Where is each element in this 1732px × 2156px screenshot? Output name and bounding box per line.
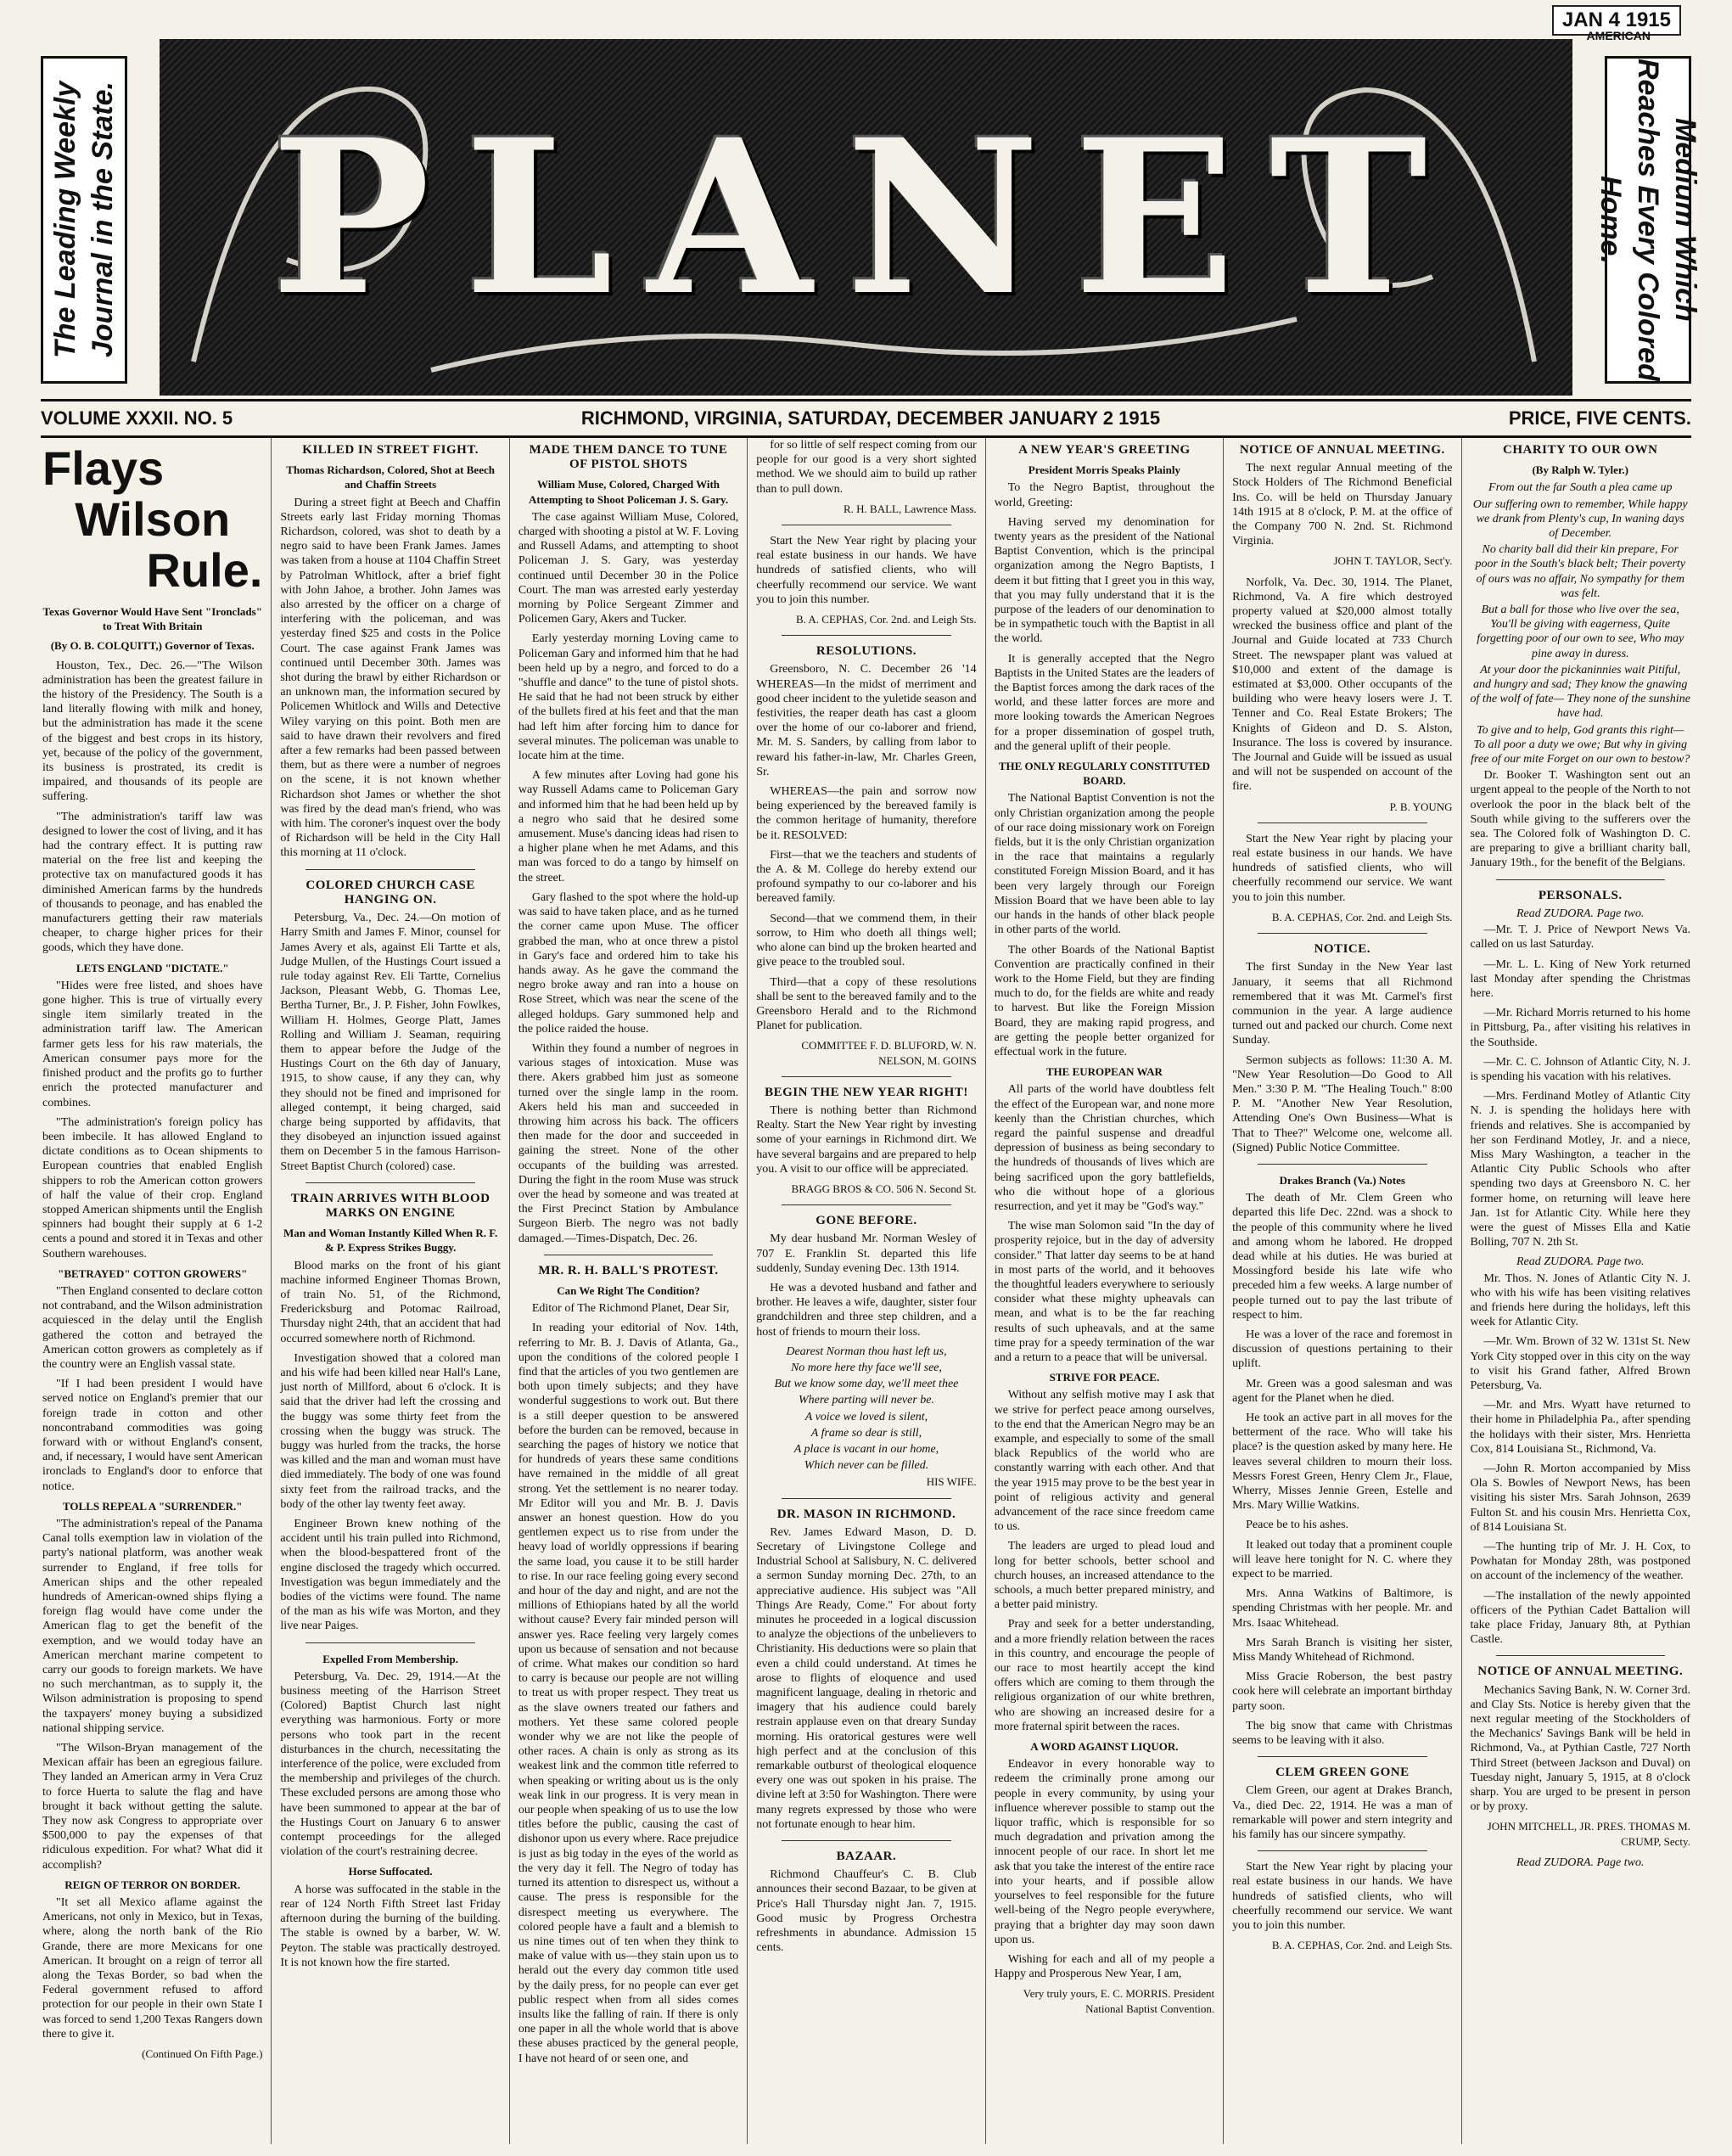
stamp-subtext: AMERICAN <box>1586 29 1651 42</box>
article-heading: MR. R. H. BALL'S PROTEST. <box>538 1263 719 1277</box>
article-heading: TRAIN ARRIVES WITH BLOOD MARKS ON ENGINE <box>290 1191 490 1220</box>
paragraph: Blood marks on the front of his giant machine informed Engineer Thomas Brown, of train No. 51, of the Richmond, Fredericksburg and Potomac Railroad, Thursday night 24th, that an accident that had occurred somewhere north of Richmond. <box>280 1259 501 1345</box>
paragraph: He took an active part in all moves for the betterment of the race. Who will take his place? is the question asked by many here. He leaves several children to mourn their loss. Messrs Forest Green, Henry Clem Jr., Flaue, Wherry, Misses Jennie Green, Estelle and Mrs. Mary Willie Watkins. <box>1232 1411 1453 1513</box>
verse-line: Where parting will never be. <box>798 1394 934 1407</box>
paragraph: Endeavor in every honorable way to redeem the criminally prone among our people in every community, by using your influence wherever possible to stamp out the liquor traffic, which is responsible for so much degradation and privation among the innocent people of our race. In short let me ask that you take the interest of the entire race into your hearts, and if possible allow yourselves to feel responsible for the future well-being of the Negro people everywhere, praying that a brighter day may soon dawn upon us. <box>994 1758 1215 1946</box>
lede: Texas Governor Would Have Sent "Ironclads" to Treat With Britain <box>42 605 262 633</box>
signature: JOHN MITCHELL, JR. PRES. THOMAS M. CRUMP, Secty. <box>1487 1820 1690 1848</box>
right-motto-box <box>1595 56 1701 384</box>
signature: R. H. BALL, Lawrence Mass. <box>844 502 977 515</box>
paragraph: The other Boards of the National Baptist Convention are practically confined in their work to the Home Field, but they are finding much to do, for the fields are white and ready to harvest. But like the Foreign Mission Board, they are making rapid progress, and are getting the people better organized for effectual work in the future. <box>994 943 1215 1058</box>
paragraph: Third—that a copy of these resolutions shall be sent to the bereaved family and to the Greensboro Herald and to the Richmond Planet for publication. <box>756 975 977 1033</box>
article-heading: Horse Suffocated. <box>348 1865 433 1878</box>
paragraph: The National Baptist Convention is not the only Christian organization among the people of our race doing missionary work on Foreign fields, but it is the only Christian organization in the race that maintains a regularly constituted Foreign Mission Board, and it has been very largely through our Foreign Mission Board that we have been able to lay our hands in the hands of other black people in other parts of the world. <box>994 792 1215 937</box>
column-3 <box>510 438 748 2144</box>
advertisement: Start the New Year right by placing your real estate business in our hands. We have hundreds of satisfied clients, who will cheerfully recommend our service. We want you to join this number. <box>756 535 977 606</box>
article-heading: Expelled From Membership. <box>322 1652 458 1665</box>
verse-line: Which never can be filled. <box>804 1459 929 1473</box>
verse-stanza: At your door the pickaninnies wait Pitiful, and hungry and sad; They know the gnawing of the wolf of fate— They none of the sunshine have had. <box>1470 663 1690 721</box>
verse-line: Dearest Norman thou hast left us, <box>786 1345 947 1358</box>
paragraph: for so little of self respect coming from our people for our good is a very short sighted method. We we should aim to build up rather than to pull down. <box>756 439 977 496</box>
paragraph: Gary flashed to the spot where the hold-up was said to have taken place, and as he turned the corner came upon Muse. The officer grabbed the man, who at once threw a pistol in Gary's face and ordered him to take his hands away. As he gave the command the negro broke away and ran into a house on Rose Street, which was near the scene of the alleged holdups. Gary summoned help and the police raided the house. <box>518 890 739 1036</box>
verse-stanza: From out the far South a plea came up <box>1488 481 1673 495</box>
read-notice: Read ZUDORA. Page two. <box>1516 1856 1645 1869</box>
verse-stanza: No charity ball did their kin prepare, For poor in the South's black belt; Their poverty of ours was no affair, No sympathy for them was felt. <box>1475 543 1686 600</box>
left-motto-box <box>41 56 127 384</box>
paragraph: During a street fight at Beech and Chaffin Streets early last Friday morning Thomas Richardson, colored, was shot to death by a negro said to have been Frank James. James was taken from a house at 1104 Chaffin Street by Patrolman Whitlock, after a brief fight with John Jahoe, a brother. John James was also arrested by the officer on a charge of interfering with the policeman, and was yesterday fined $25 and costs in the Police Court. The case against Frank James was continued until December 30th. James was shot during the brawl by either Richardson or an unknown man, the information secured by Policemen Whitlock and Wills and Detective Wiley varying on this point. Both men are said to have drawn their revolvers and fired after a few remarks had been passed between them, but as there were a number of negroes on the scene, it is not known whether Richardson shot James or whether the shot was fired by the dead man's friend, who was with him. The coroner's inquest over the body of Richardson will be held in the City Hall this morning at 11 o'clock. <box>280 496 501 860</box>
subheading: STRIVE FOR PEACE. <box>1049 1371 1160 1384</box>
paragraph: Norfolk, Va. Dec. 30, 1914. The Planet, Richmond, Va. A fire which destroyed property valued at $20,000 almost totally wrecked the business office and plant of the Journal and Guide located at 733 Church Street. The newspaper plant was valued at $10,000 and extent of the damage is estimated at $3,000. Other occupants of the building who were heavy losers were J. T. Tenner and Co. Real Estate Brokers; The Knights of Gideon and D. S. Alston, Insurance. The loss is covered by insurance. The Journal and Guide will be issued as usual and will not be suspended on account of the fire. <box>1232 575 1453 794</box>
paragraph: The case against William Muse, Colored, charged with shooting a pistol at W. F. Loving and Russell Adams, and attempting to shoot Policeman J. S. Gary, was yesterday continued until December 30 in the Police Court. The man was arrested early yesterday morning by Police Sergeant Zimmer and Policemen Gary, Akers and Tucker. <box>518 510 739 626</box>
paragraph: Wishing for each and all of my people a Happy and Prosperous New Year, I am, <box>994 1952 1215 1981</box>
headline-word: Rule. <box>146 543 263 597</box>
paragraph: Miss Gracie Roberson, the best pastry cook here will celebrate an important birthday party soon. <box>1232 1670 1453 1713</box>
personal-item: —The installation of the newly appointed officers of the Pythian Cadet Battalion will take place Friday, January 8th, at Pythian Castle. <box>1470 1589 1690 1647</box>
divider <box>305 1182 474 1183</box>
paragraph: Mr. Green was a good salesman and was agent for the Planet when he died. <box>1232 1377 1453 1405</box>
paragraph: The wise man Solomon said "In the day of prosperity rejoice, but in the day of adversity consider." That latter day seems to be at hand in most parts of the world, and it behooves the thoughtful leaders everywhere to seriously consider what these mighty upheavals can mean, and what is to be the far reaching results of such upheavals, and at the same time pray for a speedy termination of the war and a return to a peace that will be universal. <box>994 1220 1215 1364</box>
personal-item: —Mr. and Mrs. Wyatt have returned to their home in Philadelphia Pa., after spending the holidays with their sister, Mrs. Henrietta Cox, 814 Louisiana St., Richmond, Va. <box>1470 1399 1690 1456</box>
paragraph: Pray and seek for a better understanding, and a more friendly relation between the races in this country, and encourage the people of our race to most heartily accept the kind offers which are coming to them through the religious organization of our white brethren, who are showing an increased desire for a more fraternal spirit between the races. <box>994 1618 1215 1733</box>
article-subheading: Man and Woman Instantly Killed When R. F. & P. Express Strikes Buggy. <box>283 1227 498 1255</box>
date-stamp: JAN 4 1915 <box>1552 5 1681 36</box>
paragraph: First—that we the teachers and students of the A. & M. College do hereby extend our profound sympathy to our co-laborer and his bereaved family. <box>756 848 977 906</box>
divider <box>1496 1655 1665 1656</box>
headline-word: Flays <box>42 441 165 495</box>
paragraph: Petersburg, Va., Dec. 24.—On motion of Harry Smith and James F. Minor, counsel for James Avery et als, against Eli Tartte et als, Judge Mullen, of the Hustings Court issued a rule today against Rev. Eli Tartte, Cornelius Jackson, Pleasant Webb, G. Thomas Lee, Bertha Turner, Br., J. P. Fisher, John Fowlkes, William H. Holmes, George Platt, James Rolling and William J. Seaman, requiring them to appear before the Judge of the Hustings Court on the 6th day of January, 1915, to show cause, if any they can, why they should not be fined and imprisoned for alleged contempt, it being charged, said charge being supported by affidavits, that they disobeyed an injunction issued against them on December 5 in the famous Harrison-Street Baptist Church (colored) case. <box>280 912 501 1173</box>
subheading: "BETRAYED" COTTON GROWERS" <box>58 1266 248 1280</box>
paragraph: All parts of the world have doubtless felt the effect of the European war, and none more keenly than the Christian churches, which regard the painful suspense and dreadful depression of business as being secondary to the hundreds of thousands of lives which are being sacrificed upon the gory battlefields, who die without hope of a glorious resurrection, and yet it may be "God's way." <box>994 1083 1215 1213</box>
paragraph: Within they found a number of negroes in various stages of intoxication. Muse was there. Akers grabbed him just as someone turned over the single lamp in the room. Akers held his man and succeeded in throwing him across his back. The officers then made for the door and succeeded in gaining the street. None of the other occupants of the building was arrested. During the fight in the room Muse was struck over the head by someone and was treated at the First Precinct Station by Ambulance Surgeon Bierb. The negro was not badly damaged.—Times-Dispatch, Dec. 26. <box>518 1042 739 1245</box>
paragraph: "The administration's repeal of the Panama Canal tolls exemption law in violation of the party's national platform, was another weak surrender to England, if free tolls for American ships and the other repealed hundreds of American-owned ships flying a foreign flag would have come under the American flag to get the benefit of the exemption, and we would today have an American merchant marine competent to carry our goods to foreign markets. We have no such merchantman, as to supply it, the Wilson administration is proposing to spend the taxpayers' money buying a subsidized national shipping service. <box>42 1517 263 1735</box>
paragraph: "The administration's foreign policy has been imbecile. It has allowed England to dictate conditions as to Ocean shipments to European countries that enabled English shippers to rob the American cotton growers of half the value of their crop. England stopped American shipments until the English spinners had bought their supply at 6 1-2 cents a pound and stored it in Texas and other Southern warehouses. <box>42 1115 263 1260</box>
paragraph: Peace be to his ashes. <box>1246 1519 1349 1532</box>
verse-line: A voice we loved is silent, <box>804 1410 928 1423</box>
paragraph: A few minutes after Loving had gone his way Russell Adams came to Policeman Gary and informed him that he had been held up by a negro who said that he desired some amusement. Muse's dancing ideas had risen to a higher plane when he met Adams, and this man was forced to do a tango by himself on the street. <box>518 769 739 884</box>
paragraph: Rev. James Edward Mason, D. D. Secretary of Livingstone College and Industrial School at Salisbury, N. C. delivered a sermon Sunday morning Dec. 27th, to an appreciative audience. His subject was "All Things Are Ready, Come." For about forty minutes he proceeded in a logical discussion to analyze the objections of the unbelievers to Christianity. His deductions were so plain that even a child could understand. At times he arose to flights of eloquence and used magnificent language, dealing in rhetoric and imagery that his audience could barely restrain applause even on that dreary Sunday morning. His oratorical gestures were well high perfect and at the conclusion of this remarkable outburst of theological eloquence every one was out spoken in his praise. The divine left at 3:50 for Washington. There were many regrets expressed by those who were not fortunate enough to hear him. <box>756 1525 977 1831</box>
paragraph: Mrs. Anna Watkins of Baltimore, is spending Christmas with her people. Mr. and Mrs. Isaac Whitehead. <box>1232 1587 1453 1630</box>
divider <box>1258 1850 1427 1851</box>
paragraph: "The Wilson-Bryan management of the Mexican affair has been an egregious failure. They landed an American army in Vera Cruz to force Huerta to salute the flag and have brought it back without getting the salute. They now ask Congress to appropriate over $500,000 to pay the expenses of that ridiculous expedition. For what? What did it accomplish? <box>42 1742 263 1872</box>
personal-item: —Mr. C. C. Johnson of Atlantic City, N. J. is spending his vacation with his relatives. <box>1470 1055 1690 1083</box>
advertisement: Start the New Year right by placing your real estate business in our hands. We have hundreds of satisfied clients, who will cheerfully recommend our service. We want you to join this number. <box>1232 832 1453 904</box>
paragraph: He was a devoted husband and father and brother. He leaves a wife, daughter, sister four grandchildren and three step children, and a host of friends to mourn their loss. <box>756 1281 977 1339</box>
volume-number: VOLUME XXXII. NO. 5 <box>41 407 233 429</box>
article-heading: NOTICE OF ANNUAL MEETING. <box>1477 1665 1684 1679</box>
paragraph: My dear husband Mr. Norman Wesley of 707 E. Franklin St. departed this life suddenly, Sunday evening Dec. 13th 1914. <box>756 1232 977 1275</box>
paragraph: Petersburg, Va. Dec. 29, 1914.—At the business meeting of the Harrison Street (Colored) Baptist Church last night everything was harmonious. Forty or more persons who took part in the recent disturbances in the church, necessitating the interference of the police, were excluded from the membership and privileges of the church. These excluded persons are among those who have been summoned to appear at the bar of the Hustings Court on January 6 to answer contempt proceedings for the alleged violation of the court's restraining decree. <box>280 1670 501 1859</box>
verse-line: No more here thy face we'll see, <box>790 1361 943 1374</box>
divider <box>1258 933 1427 934</box>
divider <box>782 635 950 636</box>
column-2 <box>272 438 509 2144</box>
signature: P. B. YOUNG <box>1389 800 1453 813</box>
paragraph: The first Sunday in the New Year last January, it seems that all Richmond remembered that it was Mt. Carmel's first communion in the year. A large audience turned out and packed our church. Come next Sunday. <box>1232 961 1453 1047</box>
article-heading: BAZAAR. <box>836 1850 897 1864</box>
article-heading: GONE BEFORE. <box>816 1214 917 1228</box>
article-heading: PERSONALS. <box>1538 888 1623 902</box>
personal-item: —Mrs. Ferdinand Motley of Atlantic City N. J. is spending the holidays here with friends and relatives. She is accompanied by her son Ferdinand Motley, Jr. and a niece, Miss Mary Washington, a teacher in the Atlantic City Public Schools who after spending two days at Greensboro N. C. her former home, on returning will leave here Jan. 1st for Atlantic City. While here they were the guest of Misses Ella and Katie Bolling, 707 N. 2th St. <box>1470 1090 1690 1249</box>
paragraph: Sermon subjects as follows: 11:30 A. M. "New Year Resolution—Do Good to All Men." 3:30 P. M. "The Healing Touch." 8:00 P. M. "Another New Year Resolution, Attending One's Own Business—What is That to Thee?" Welcome one, welcome all. (Signed) Public Notice Committee. <box>1232 1053 1453 1154</box>
divider <box>1496 879 1665 880</box>
paragraph: Clem Green, our agent at Drakes Branch, Va., died Dec. 22, 1914. He was a man of remarkable will power and stern integrity and his family has our sincere sympathy. <box>1232 1784 1453 1842</box>
article-columns <box>34 438 1699 2144</box>
newspaper-title: PLANET <box>271 93 1461 342</box>
continued-note: (Continued On Fifth Page.) <box>142 2047 263 2061</box>
paragraph: Greensboro, N. C. December 26 '14 WHEREAS—In the midst of merriment and good cheer incident to the yuletide season and festivities, the reaper death has cast a gloom over the home of our co-laborer and friend, Mr. M. S. Sanders, by calling from labor to reward his father-in-law, Mr. Charles Green, Sr. <box>756 663 977 778</box>
verse-stanza: Our suffering own to remember, While happy we drank from Plenty's cup, In waning days of December. <box>1472 497 1688 541</box>
article-subheading: Thomas Richardson, Colored, Shot at Beech and Chaffin Streets <box>286 463 495 491</box>
paragraph: Mrs Sarah Branch is visiting her sister, Miss Mandy Whitehead of Richmond. <box>1232 1636 1453 1665</box>
dateline <box>41 399 1691 438</box>
article-heading: NOTICE OF ANNUAL MEETING. <box>1239 443 1445 457</box>
read-notice: Read ZUDORA. Page two. <box>1516 907 1645 920</box>
paragraph: Mechanics Saving Bank, N. W. Corner 3rd. and Clay Sts. Notice is hereby given that the next regular meeting of the Stockholders of the Mechanics' Savings Bank will be held in Richmond, Va., at Pythian Castle, 727 North Third Street (between Jackson and Duval) on Tuesday night, January 5, 1915, at 8 o'clock sharp. You are urged to be present in person or by proxy. <box>1470 1683 1690 1814</box>
paragraph: Early yesterday morning Loving came to Policeman Gary and informed him that he had been held up by a negro, and forced to do a "shuffle and dance" to the tune of pistol shots. He said that he had not been struck by either of the bullets fired at his feet and that the man had left him after forcing him to dance for several minutes. The policeman was unable to locate him at the time. <box>518 632 739 763</box>
article-heading: BEGIN THE NEW YEAR RIGHT! <box>765 1085 968 1099</box>
signature: HIS WIFE. <box>926 1475 977 1489</box>
article-subheading: William Muse, Colored, Charged With Attempting to Shoot Policeman J. S. Gary. <box>529 478 729 506</box>
paragraph: To the Negro Baptist, throughout the world, Greeting: <box>994 481 1215 509</box>
paragraph: Editor of The Richmond Planet, Dear Sir, <box>531 1302 730 1316</box>
article-subheading: Can We Right The Condition? <box>557 1283 700 1297</box>
personal-item: —Mr. L. L. King of New York returned last Monday after spending the Christmas here. <box>1470 957 1690 1000</box>
divider <box>1258 1756 1427 1757</box>
divider <box>782 1840 950 1841</box>
divider <box>1258 1164 1427 1165</box>
verse-stanza: But a ball for those who live over the sea, You'll be giving with eagerness, Quite forgetting poor of our own to see, Who may pine away in duress. <box>1477 604 1684 660</box>
divider <box>782 1498 950 1499</box>
divider <box>305 1642 474 1643</box>
paragraph: Richmond Chauffeur's C. B. Club announces their second Bazaar, to be given at Price's Hall Thursday night Jan. 7, 1915. Good music by Progress Orchestra refreshments in abundance. Admission 15 cents. <box>756 1868 977 1955</box>
paragraph: Engineer Brown knew nothing of the accident until his train pulled into Richmond, when the blood-bespattered front of the engine disclosed the tragedy which occurred. Investigation was begun immediately and the bodies of the victims were found. The name of the man as his wife was Morton, and they live near Paiges. <box>280 1518 501 1633</box>
paragraph: A horse was suffocated in the stable in the rear of 124 North Fifth Street last Friday afternoon during the burning of the building. The stable is owned by a barber, W. W. Peyton. The stable was practically destroyed. It is not known how the fire started. <box>280 1883 501 1969</box>
article-heading: DR. MASON IN RICHMOND. <box>776 1507 956 1521</box>
article-heading: CHARITY TO OUR OWN <box>1502 443 1658 457</box>
verse-line: A frame so dear is still, <box>810 1426 922 1440</box>
paragraph: In reading your editorial of Nov. 14th, referring to Mr. B. J. Davis of Atlanta, Ga., upon the conditions of the colored people I find that the articles of you two gentlemen are both upon timely subjects; and they have wonderful suggestions to work out. But there is a still deeper question to be answered before the burden can be removed, because in searching the pages of history we notice that for hundreds of years these same conditions have remained in the middle of all great strong. Yet the settlement is no nearer today. Mr Editor will you and Mr. B. J. Davis answer an honest question. How do you gentlemen expect us to rise from under the heavy load of worldly oppressions if bearing the same load, you cause it to be still harder to rise. In our race feeling going every second and hour of the day and night, and are not the millions of Ethiopians hated by all the world without cause? Every fair minded person will answer yes. Race feeling very largely comes upon us because of sensation and not because of crime. What makes our condition so hard to carry is because our people are not willing to treat us with proper respect. They treat us as the slave owners treated our fathers and mothers. Yet these same colored people wonder why we are not like the people of other races. A chain is only as strong as its weakest link and the common title referred to when speaking or writing about us is the only weak link in our progress. It is very mean in our people when speaking of us to use the low titles before the public, causing the cast of dishonor upon us every where. Race prejudice is just as big today in the eyes of the world as the very day it fell. The Negro of today has turned its attention to disrespect us, without a cause. The press is responsible for the disrespect meeting us everywhere. The colored people have a fault and a blemish to us nine times out of ten when they think to make of value with us—they stain upon us to herald out the every day common title used by the daily press, for no people can ever get public respect when from all sides comes insults like the falling of rain. If there is only one paper in all the whole world that is above these abuses practiced by the general people, I have not heard of or seen one, and <box>518 1322 739 2065</box>
signature: JOHN T. TAYLOR, Sect'y. <box>1333 554 1453 568</box>
paragraph: He was a lover of the race and foremost in discussion of questions pertaining to their uplift. <box>1232 1328 1453 1371</box>
verse-stanza: To give and to help, God grants this right— To all poor a duty we owe; But why in giving free of our mite Forget on our own to bestow? <box>1471 723 1690 766</box>
subheading: THE EUROPEAN WAR <box>1045 1065 1163 1079</box>
paragraph: It leaked out today that a prominent couple will leave here tonight for N. C. where they expect to be married. <box>1232 1538 1453 1581</box>
paragraph: The death of Mr. Clem Green who departed this life Dec. 22nd. was a shock to the people of this community where he lived and among whom he labored. He dropped dead while at his duties. He was buried at Mossingford beside his late wife who preceded him a few weeks. A large number of people turned out to pay the last tribute of respect to him. <box>1232 1192 1453 1322</box>
paragraph: Investigation showed that a colored man and his wife had been killed near Hall's Lane, just north of Millford, about 6 o'clock. It is said that the driver had left the crossing and the buggy was some thirty feet from the crossing when the buggy was struck. The buggy was hurled from the tracks, the horse was killed and the man and woman must have died immediately. The body of one was found sixty feet from the railroad tracks, and the body of the other lay twenty feet away. <box>280 1351 501 1511</box>
headline-flays-wilson <box>42 443 262 596</box>
personal-item: —John R. Morton accompanied by Miss Ola S. Bowles of Newport News, has been visiting his sister Mrs. Sarah Johnson, 2639 Fulton St. and his cousin Mrs. Henrietta Cox, of 814 Louisiana St. <box>1470 1463 1690 1534</box>
article-heading: MADE THEM DANCE TO TUNE OF PISTOL SHOTS <box>529 443 728 472</box>
divider <box>782 1204 950 1205</box>
column-4 <box>748 438 985 2144</box>
column-1 <box>34 438 272 2144</box>
subheading: A WORD AGAINST LIQUOR. <box>1030 1740 1179 1754</box>
column-5 <box>986 438 1224 2144</box>
article-heading: KILLED IN STREET FIGHT. <box>302 443 479 457</box>
subheading: THE ONLY REGULARLY CONSTITUTED BOARD. <box>998 760 1210 788</box>
verse-line: A place is vacant in our home, <box>793 1442 939 1456</box>
headline-word: Wilson <box>75 492 231 546</box>
divider <box>782 1076 950 1077</box>
paragraph: Houston, Tex., Dec. 26.—"The Wilson administration has been the greatest failure in the history of the Presidency. The South is a land literally flowing with milk and honey, but the administration has made it the scene of the biggest and best crops in its history, yet, because of the policy of the government, its business is prostrated, its credit is impaired, and thousands of its people are suffering. <box>42 659 263 804</box>
subheading: REIGN OF TERROR ON BORDER. <box>64 1878 241 1891</box>
verse-line: But we know some day, we'll meet thee <box>774 1378 959 1391</box>
article-heading: NOTICE. <box>1314 942 1371 957</box>
paragraph: "The administration's tariff law was designed to lower the cost of living, and it has had the contrary effect. It is putting raw material on the free list and keeping the protective tax on manufactured goods it has diminished American farms by the hundreds of thousands to peonage, and has enabled the manufacturers getting their raw materials cheaper, to charge higher prices for their goods, which they have done. <box>42 810 263 955</box>
byline: (By Ralph W. Tyler.) <box>1532 463 1629 477</box>
column-6 <box>1224 438 1461 2144</box>
advertisement-signature: B. A. CEPHAS, Cor. 2nd. and Leigh Sts. <box>795 613 977 626</box>
personal-item: —Mr. Wm. Brown of 32 W. 131st St. New York City stopped over in this city on the way to visit his Grand father, Alfred Brown Petersburg, Va. <box>1470 1335 1690 1392</box>
title-banner <box>160 39 1572 396</box>
paragraph: Having served my denomination for twenty years as the president of the National Baptist Convention, which is the principal organization among the Negro Baptists, I deem it but fitting that I greet you in this way, that you may fully understand that it is the purpose of the leaders of our denomination to be in sympathetic touch with the Baptist in all the world. <box>994 515 1215 646</box>
article-heading: CLEM GREEN GONE <box>1275 1766 1410 1780</box>
price: PRICE, FIVE CENTS. <box>1508 407 1691 429</box>
advertisement-signature: B. A. CEPHAS, Cor. 2nd. and Leigh Sts. <box>1271 1939 1453 1952</box>
personal-item: Mr. Thos. N. Jones of Atlantic City N. J. who with his wife has been visiting relatives and friends here during the holidays, left this week for Atlantic City. <box>1470 1272 1690 1329</box>
masthead <box>41 39 1701 396</box>
left-motto: The Leading Weekly Journal in the State. <box>49 81 119 359</box>
byline: (By O. B. COLQUITT,) Governor of Texas. <box>50 639 255 653</box>
personal-item: —Mr. T. J. Price of Newport News Va. called on us last Saturday. <box>1470 924 1690 952</box>
advertisement-signature: B. A. CEPHAS, Cor. 2nd. and Leigh Sts. <box>1271 910 1453 924</box>
advertisement: Start the New Year right by placing your real estate business in our hands. We have hundreds of satisfied clients, who will cheerfully recommend our service. We want you to join this number. <box>1232 1861 1453 1933</box>
paragraph: The big snow that came with Christmas seems to be leaving with it also. <box>1232 1719 1453 1748</box>
column-7 <box>1462 438 1699 2144</box>
article-heading: A NEW YEAR'S GREETING <box>1018 443 1191 457</box>
paragraph: Second—that we commend them, in their sorrow, to Him who doeth all things well; who alone can bind up the broken hearted and give peace to the troubled soul. <box>756 912 977 969</box>
place-date: RICHMOND, VIRGINIA, SATURDAY, DECEMBER JANUARY 2 1915 <box>580 407 1161 429</box>
paragraph: Without any selfish motive may I ask that we strive for perfect peace among ourselves, to the end that the American Negro may be an example, and especially to some of the small black Republics of the world who are constantly warring with each other. And that the year 1915 may prove to be the best year in point of religious activity and general advancement of the race since freedom came to us. <box>994 1389 1215 1534</box>
divider <box>305 869 474 870</box>
paragraph: WHEREAS—the pain and sorrow now being experienced by the bereaved family is the common heritage of humanity, therefore be it. RESOLVED: <box>756 785 977 842</box>
subheading: TOLLS REPEAL A "SURRENDER." <box>63 1499 243 1513</box>
committee: COMMITTEE F. D. BLUFORD, W. N. NELSON, M. GOINS <box>801 1039 977 1067</box>
paragraph: "If I had been president I would have served notice on England's premier that our foreign trade in cotton and other noncontraband commodities was going forward with or without England's consent, and, if necessary, I would have sent American ironclads to England's door to enforce that notice. <box>42 1378 263 1493</box>
read-notice: Read ZUDORA. Page two. <box>1516 1255 1645 1269</box>
personal-item: —The hunting trip of Mr. J. H. Cox, to Powhatan for Monday 28th, was postponed on account of the inclemency of the weather. <box>1470 1541 1690 1583</box>
paragraph: "Then England consented to declare cotton not contraband, and the Wilson administration acquiesced in the delay until the English gathered the cotton and betrayed the American cotton growers as completely as if the country were an English vassal state. <box>42 1284 263 1371</box>
signature: Very truly yours, E. C. MORRIS. President National Baptist Convention. <box>1023 1987 1215 2015</box>
article-heading: Drakes Branch (Va.) Notes <box>1279 1173 1405 1187</box>
paragraph: "Hides were free listed, and shoes have gone higher. This is true of virtually every single item similarly treated in the administration tariff law. The American farmer gets less for his raw materials, the American consumer pays more for the finished product and the profits go to further enrich the protected manufacturer and combines. <box>42 979 263 1109</box>
paragraph: Dr. Booker T. Washington sent out an urgent appeal to the people of the North to not overlook the poor in the black belt of the South while giving to the sufferers over the sea. The Colored folk of Washington D. C. are preparing to give a brilliant charity ball, January 19th., for the benefit of the Belgians. <box>1470 769 1690 870</box>
article-heading: COLORED CHURCH CASE HANGING ON. <box>305 878 475 907</box>
article-heading: RESOLUTIONS. <box>816 644 917 659</box>
paragraph: "It set all Mexico aflame against the Americans, not only in Mexico, but in Texas, where, along the north bank of the Rio Grande, there are more Mexicans for one American. It brought on a reign of terror all along the Texas Border, so bad when the Federal government refused to afford protection for our people in their own State I was forced to send 1,200 Texas Rangers down there to give it. <box>42 1896 263 2041</box>
subheading: LETS ENGLAND "DICTATE." <box>76 961 229 974</box>
paragraph: The next regular Annual meeting of the Stock Holders of The Richmond Beneficial Ins. Co. will be held on Thursday January 14th 1915 at 8 o'clock, P. M. at the office of the Company 700 N. 2nd. St. Richmond Virginia. <box>1232 462 1453 548</box>
article-subheading: President Morris Speaks Plainly <box>1028 463 1181 477</box>
paragraph: It is generally accepted that the Negro Baptists in the United States are the leaders of the Baptist forces among the dark races of the world, and these latter forces are more and more looking towards the American Negroes for a proper dissemination of gospel truth, and the general uplift of their people. <box>994 652 1215 753</box>
paragraph: There is nothing better than Richmond Realty. Start the New Year right by investing some of your earnings in Richmond dirt. We have several bargains and are prepared to help you. A visit to our office will be appreciated. <box>756 1103 977 1176</box>
right-motto: Medium Which Reaches Every Colored Home. <box>1595 59 1701 381</box>
paragraph: The leaders are urged to plead loud and long for better schools, better school and church houses, an increased attendance to the schools, a much better prepared ministry, and a better paid ministry. <box>994 1540 1215 1612</box>
personal-item: —Mr. Richard Morris returned to his home in Pittsburg, Pa., after visiting his relatives in the Southside. <box>1470 1007 1690 1049</box>
signature: BRAGG BROS & CO. 506 N. Second St. <box>791 1182 977 1195</box>
